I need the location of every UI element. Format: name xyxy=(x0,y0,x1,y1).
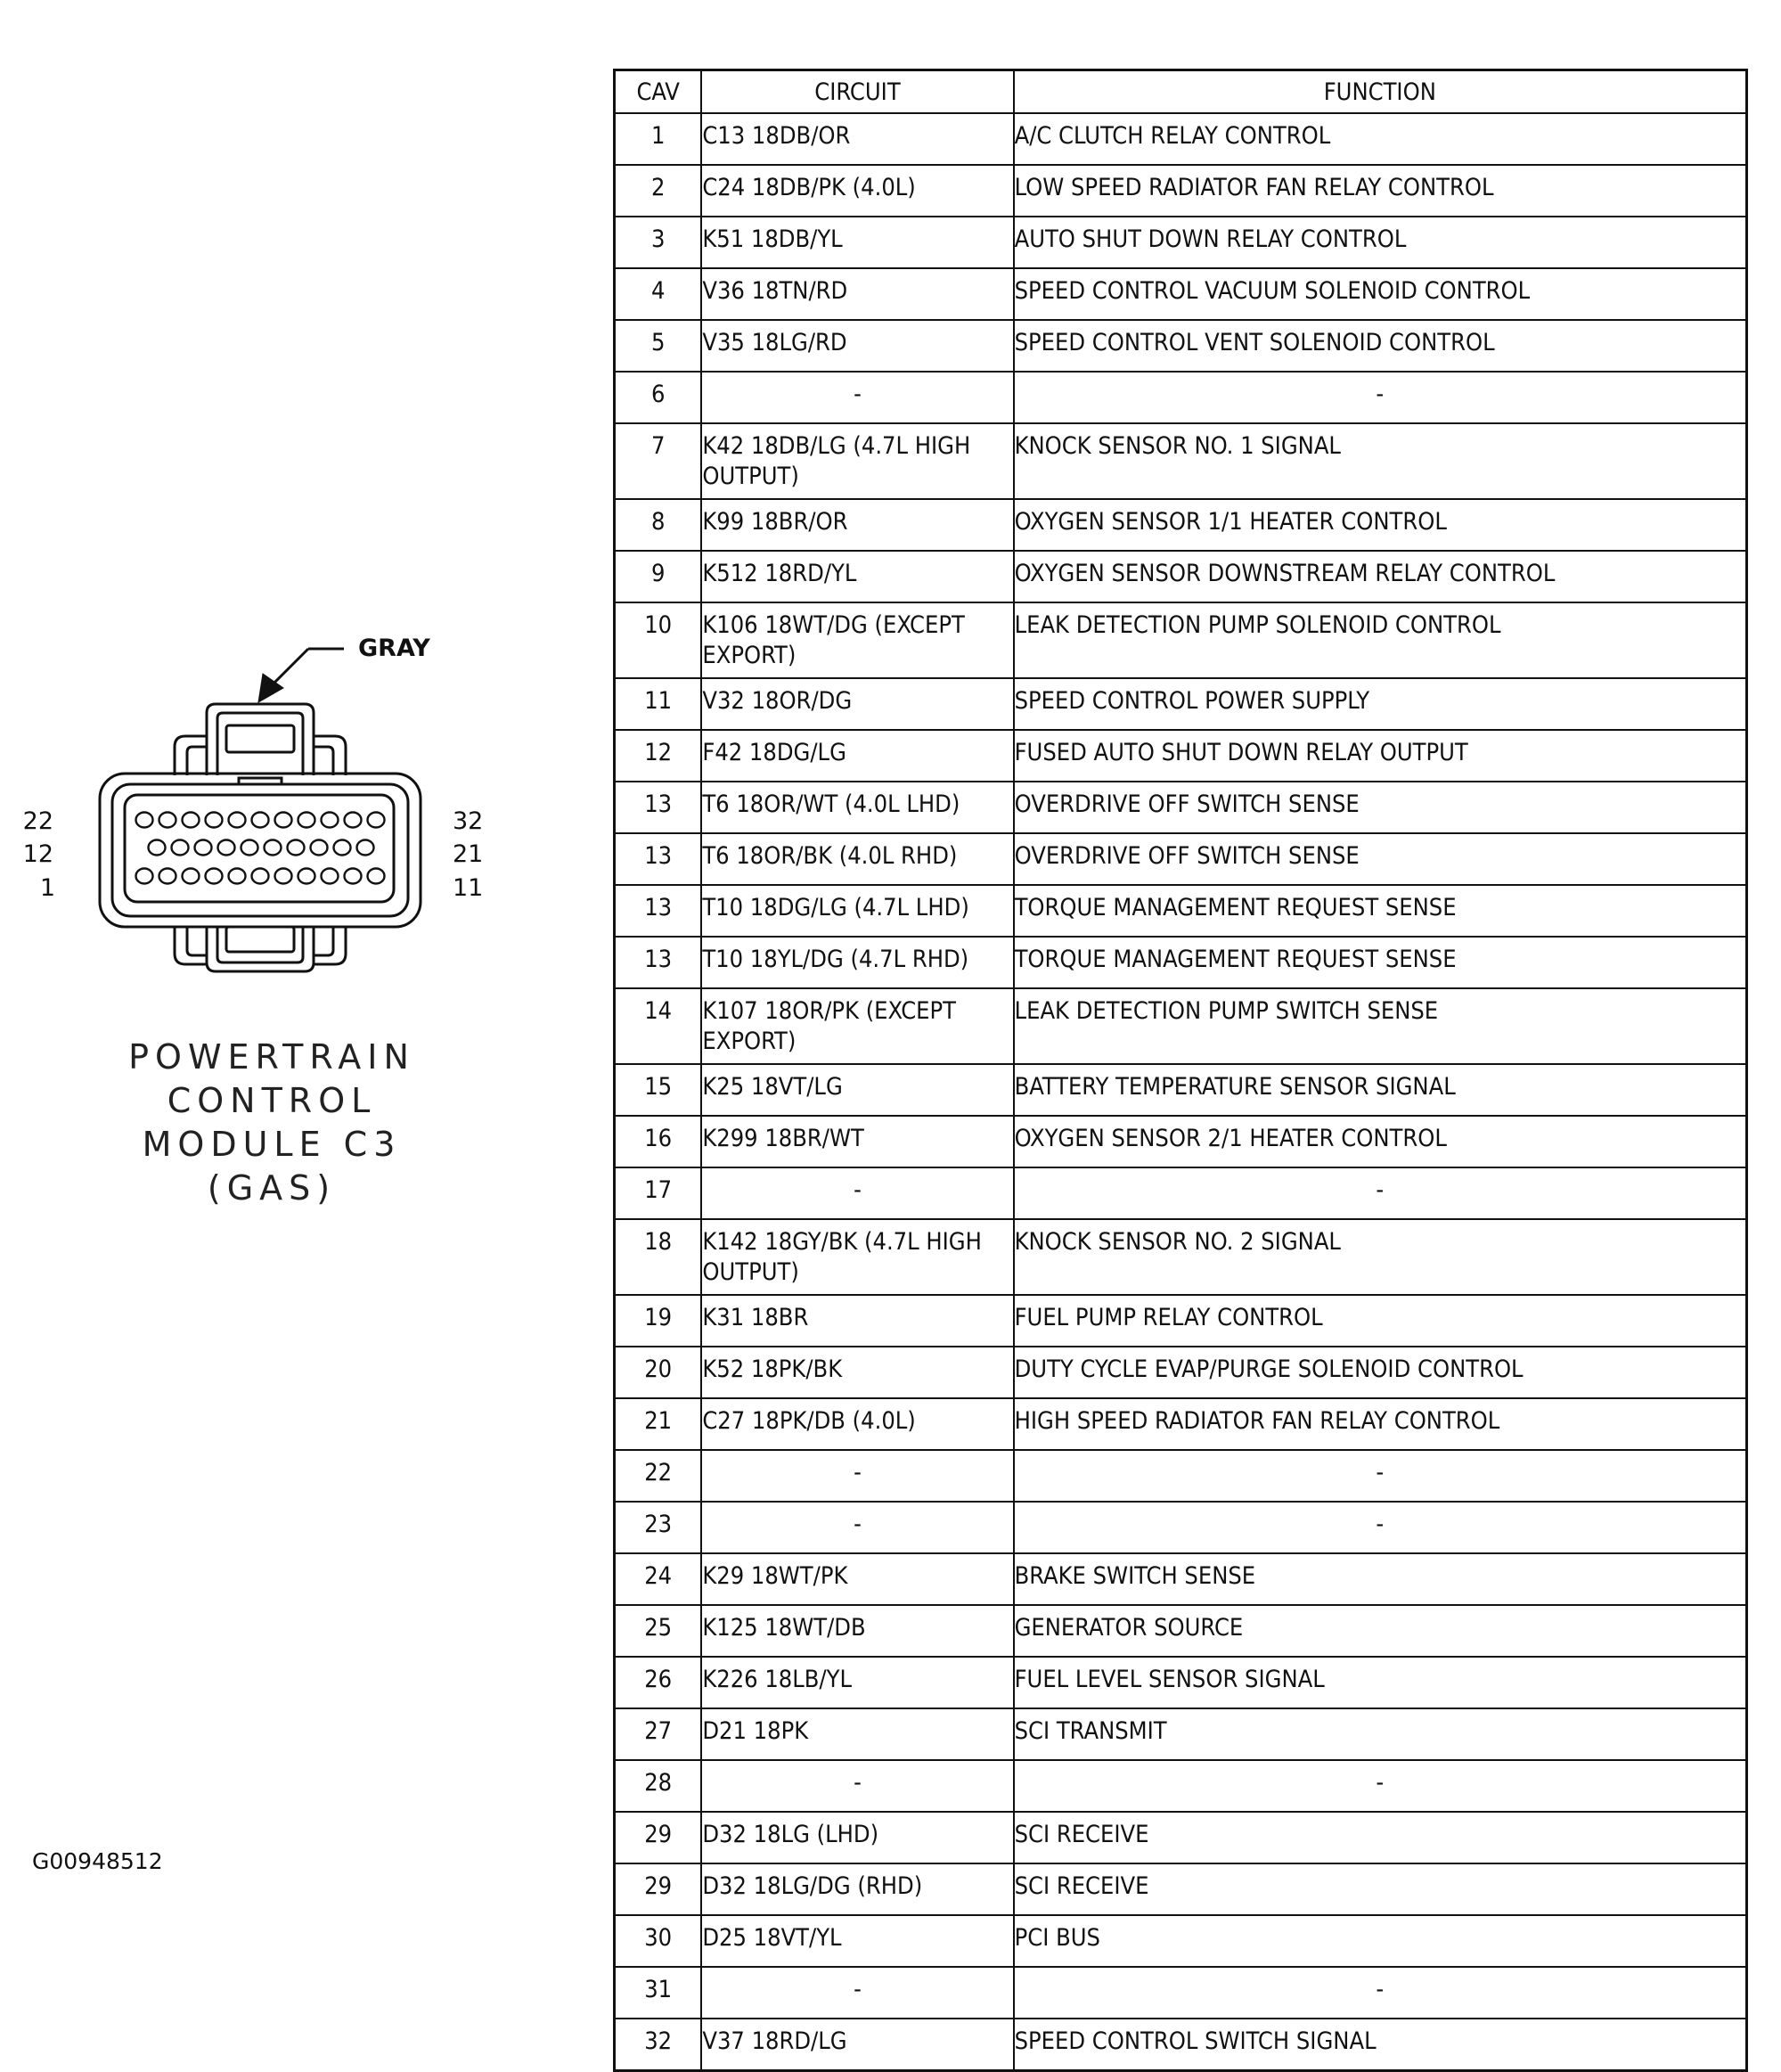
table-row xyxy=(615,988,1747,1064)
table-row xyxy=(615,217,1747,268)
cav-cell: 27 xyxy=(615,1708,702,1760)
function-cell: LEAK DETECTION PUMP SOLENOID CONTROL xyxy=(1014,602,1747,678)
function-cell: TORQUE MANAGEMENT REQUEST SENSE xyxy=(1014,885,1747,937)
table-row xyxy=(615,1553,1747,1605)
circuit-cell: K25 18VT/LG xyxy=(701,1064,1013,1116)
function-cell: OXYGEN SENSOR 2/1 HEATER CONTROL xyxy=(1014,1116,1747,1167)
cavity-ring xyxy=(345,813,362,828)
cav-cell: 13 xyxy=(615,833,702,885)
cav-cell: 16 xyxy=(615,1116,702,1167)
circuit-cell: V36 18TN/RD xyxy=(701,268,1013,320)
circuit-cell: D25 18VT/YL xyxy=(701,1915,1013,1967)
function-cell: - xyxy=(1014,1450,1747,1502)
pointer-arrow xyxy=(258,649,344,702)
circuit-cell: K142 18GY/BK (4.7L HIGH OUTPUT) xyxy=(701,1219,1013,1295)
cavity-ring xyxy=(229,869,246,884)
cav-cell: 20 xyxy=(615,1347,702,1398)
pin-label-row2-right: 21 xyxy=(453,840,484,868)
cavity-ring xyxy=(229,813,246,828)
table-row xyxy=(615,551,1747,602)
cavity-ring xyxy=(298,813,315,828)
table-row xyxy=(615,1116,1747,1167)
function-cell: OVERDRIVE OFF SWITCH SENSE xyxy=(1014,833,1747,885)
cav-cell: 10 xyxy=(615,602,702,678)
cavity-ring xyxy=(288,840,305,856)
cav-cell: 2 xyxy=(615,165,702,217)
table-row xyxy=(615,1760,1747,1812)
table-row xyxy=(615,320,1747,372)
circuit-cell: K29 18WT/PK xyxy=(701,1553,1013,1605)
function-cell: LOW SPEED RADIATOR FAN RELAY CONTROL xyxy=(1014,165,1747,217)
circuit-cell: K42 18DB/LG (4.7L HIGH OUTPUT) xyxy=(701,423,1013,499)
function-cell: SCI TRANSMIT xyxy=(1014,1708,1747,1760)
header-function: FUNCTION xyxy=(1014,70,1747,114)
cav-cell: 25 xyxy=(615,1605,702,1657)
cavity-ring xyxy=(357,840,374,856)
table-row xyxy=(615,2019,1747,2071)
cav-cell: 19 xyxy=(615,1295,702,1347)
cavity-ring xyxy=(218,840,235,856)
table-row xyxy=(615,782,1747,833)
function-cell: DUTY CYCLE EVAP/PURGE SOLENOID CONTROL xyxy=(1014,1347,1747,1398)
function-cell: A/C CLUTCH RELAY CONTROL xyxy=(1014,113,1747,165)
function-cell: SPEED CONTROL POWER SUPPLY xyxy=(1014,678,1747,730)
cav-cell: 12 xyxy=(615,730,702,782)
function-cell: LEAK DETECTION PUMP SWITCH SENSE xyxy=(1014,988,1747,1064)
cav-cell: 11 xyxy=(615,678,702,730)
function-cell: GENERATOR SOURCE xyxy=(1014,1605,1747,1657)
table-row xyxy=(615,1863,1747,1915)
cavity-ring xyxy=(311,840,328,856)
cav-cell: 22 xyxy=(615,1450,702,1502)
circuit-cell: T6 18OR/BK (4.0L RHD) xyxy=(701,833,1013,885)
circuit-cell: C13 18DB/OR xyxy=(701,113,1013,165)
function-cell: SCI RECEIVE xyxy=(1014,1812,1747,1863)
table-row xyxy=(615,165,1747,217)
cav-cell: 24 xyxy=(615,1553,702,1605)
function-cell: FUEL LEVEL SENSOR SIGNAL xyxy=(1014,1657,1747,1708)
pin-label-row3-right: 11 xyxy=(453,874,484,902)
cav-cell: 13 xyxy=(615,782,702,833)
cavity-ring xyxy=(159,869,176,884)
circuit-cell: K226 18LB/YL xyxy=(701,1657,1013,1708)
cavity-ring xyxy=(322,813,339,828)
module-title-line: (GAS) xyxy=(207,1168,337,1208)
table-row xyxy=(615,678,1747,730)
table-row xyxy=(615,833,1747,885)
cavity-ring xyxy=(136,813,153,828)
function-cell: - xyxy=(1014,1760,1747,1812)
function-cell: OVERDRIVE OFF SWITCH SENSE xyxy=(1014,782,1747,833)
table-row xyxy=(615,1347,1747,1398)
cavity-ring xyxy=(252,869,269,884)
cav-cell: 1 xyxy=(615,113,702,165)
module-title-line: POWERTRAIN xyxy=(128,1037,415,1077)
circuit-cell: - xyxy=(701,1760,1013,1812)
circuit-cell: V32 18OR/DG xyxy=(701,678,1013,730)
pin-label-row2-left: 12 xyxy=(22,840,53,868)
table-row xyxy=(615,1398,1747,1450)
function-cell: - xyxy=(1014,1167,1747,1219)
table-row xyxy=(615,1064,1747,1116)
cavity-ring xyxy=(206,869,223,884)
table-row xyxy=(615,423,1747,499)
cav-cell: 14 xyxy=(615,988,702,1064)
cav-cell: 32 xyxy=(615,2019,702,2071)
function-cell: OXYGEN SENSOR DOWNSTREAM RELAY CONTROL xyxy=(1014,551,1747,602)
cavity-ring xyxy=(298,869,315,884)
connector-diagram xyxy=(18,624,517,998)
circuit-cell: - xyxy=(701,1967,1013,2019)
table-row xyxy=(615,1167,1747,1219)
cavity-ring xyxy=(159,813,176,828)
cav-cell: 5 xyxy=(615,320,702,372)
cavity-ring xyxy=(195,840,212,856)
function-cell: - xyxy=(1014,1967,1747,2019)
circuit-cell: K125 18WT/DB xyxy=(701,1605,1013,1657)
cav-cell: 23 xyxy=(615,1502,702,1553)
cav-cell: 13 xyxy=(615,937,702,988)
cav-cell: 3 xyxy=(615,217,702,268)
connector-color-label: GRAY xyxy=(358,635,430,662)
cav-cell: 29 xyxy=(615,1863,702,1915)
table-row xyxy=(615,885,1747,937)
cavity-ring xyxy=(345,869,362,884)
header-cav: CAV xyxy=(615,70,702,114)
function-cell: SPEED CONTROL VACUUM SOLENOID CONTROL xyxy=(1014,268,1747,320)
circuit-cell: - xyxy=(701,372,1013,423)
function-cell: SPEED CONTROL SWITCH SIGNAL xyxy=(1014,2019,1747,2071)
table-row xyxy=(615,1915,1747,1967)
table-row xyxy=(615,1450,1747,1502)
cavity-ring xyxy=(252,813,269,828)
circuit-cell: D21 18PK xyxy=(701,1708,1013,1760)
cav-cell: 28 xyxy=(615,1760,702,1812)
module-title xyxy=(89,1036,454,1210)
circuit-cell: - xyxy=(701,1502,1013,1553)
cav-cell: 13 xyxy=(615,885,702,937)
cavity-ring xyxy=(241,840,258,856)
pin-label-row3-left: 1 xyxy=(39,874,55,902)
cavity-ring xyxy=(206,813,223,828)
module-title-line: CONTROL xyxy=(167,1081,377,1120)
cav-cell: 17 xyxy=(615,1167,702,1219)
cavity-ring xyxy=(265,840,282,856)
cav-cell: 8 xyxy=(615,499,702,551)
table-row xyxy=(615,1812,1747,1863)
circuit-cell: K52 18PK/BK xyxy=(701,1347,1013,1398)
circuit-cell: F42 18DG/LG xyxy=(701,730,1013,782)
table-row xyxy=(615,499,1747,551)
cavity-ring xyxy=(368,869,385,884)
table-row xyxy=(615,730,1747,782)
cav-cell: 7 xyxy=(615,423,702,499)
circuit-cell: D32 18LG/DG (RHD) xyxy=(701,1863,1013,1915)
circuit-cell: K99 18BR/OR xyxy=(701,499,1013,551)
function-cell: KNOCK SENSOR NO. 1 SIGNAL xyxy=(1014,423,1747,499)
cavity-ring xyxy=(368,813,385,828)
circuit-cell: K299 18BR/WT xyxy=(701,1116,1013,1167)
cav-cell: 31 xyxy=(615,1967,702,2019)
cavity-ring xyxy=(322,869,339,884)
circuit-cell: T10 18YL/DG (4.7L RHD) xyxy=(701,937,1013,988)
circuit-cell: - xyxy=(701,1450,1013,1502)
cav-cell: 30 xyxy=(615,1915,702,1967)
pin-label-row1-left: 22 xyxy=(22,807,53,835)
pin-function-table xyxy=(613,69,1748,2072)
cavity-ring xyxy=(275,869,292,884)
cav-cell: 18 xyxy=(615,1219,702,1295)
function-cell: TORQUE MANAGEMENT REQUEST SENSE xyxy=(1014,937,1747,988)
function-cell: SCI RECEIVE xyxy=(1014,1863,1747,1915)
table-row xyxy=(615,1605,1747,1657)
cav-cell: 6 xyxy=(615,372,702,423)
circuit-cell: C24 18DB/PK (4.0L) xyxy=(701,165,1013,217)
cavity-ring xyxy=(172,840,189,856)
table-row xyxy=(615,1295,1747,1347)
cav-cell: 29 xyxy=(615,1812,702,1863)
circuit-cell: T10 18DG/LG (4.7L LHD) xyxy=(701,885,1013,937)
function-cell: FUSED AUTO SHUT DOWN RELAY OUTPUT xyxy=(1014,730,1747,782)
table-row xyxy=(615,1219,1747,1295)
cavity-ring xyxy=(183,869,200,884)
circuit-cell: D32 18LG (LHD) xyxy=(701,1812,1013,1863)
header-circuit: CIRCUIT xyxy=(701,70,1013,114)
cav-cell: 9 xyxy=(615,551,702,602)
bottom-latch xyxy=(207,927,314,971)
function-cell: BATTERY TEMPERATURE SENSOR SIGNAL xyxy=(1014,1064,1747,1116)
table-row xyxy=(615,113,1747,165)
function-cell: SPEED CONTROL VENT SOLENOID CONTROL xyxy=(1014,320,1747,372)
cavity-pins xyxy=(136,813,385,884)
module-title-line: MODULE C3 xyxy=(142,1125,402,1164)
table-row xyxy=(615,1967,1747,2019)
table-row xyxy=(615,602,1747,678)
cav-cell: 21 xyxy=(615,1398,702,1450)
circuit-cell: K51 18DB/YL xyxy=(701,217,1013,268)
circuit-cell: K31 18BR xyxy=(701,1295,1013,1347)
cavity-ring xyxy=(136,869,153,884)
circuit-cell: - xyxy=(701,1167,1013,1219)
function-cell: AUTO SHUT DOWN RELAY CONTROL xyxy=(1014,217,1747,268)
cav-cell: 26 xyxy=(615,1657,702,1708)
circuit-cell: K107 18OR/PK (EXCEPT EXPORT) xyxy=(701,988,1013,1064)
function-cell: FUEL PUMP RELAY CONTROL xyxy=(1014,1295,1747,1347)
table-row xyxy=(615,372,1747,423)
circuit-cell: T6 18OR/WT (4.0L LHD) xyxy=(701,782,1013,833)
pin-label-row1-right: 32 xyxy=(453,807,484,835)
circuit-cell: V35 18LG/RD xyxy=(701,320,1013,372)
cavity-ring xyxy=(183,813,200,828)
function-cell: BRAKE SWITCH SENSE xyxy=(1014,1553,1747,1605)
table-row xyxy=(615,1502,1747,1553)
function-cell: PCI BUS xyxy=(1014,1915,1747,1967)
cavity-ring xyxy=(334,840,351,856)
function-cell: - xyxy=(1014,1502,1747,1553)
table-row xyxy=(615,268,1747,320)
table-row xyxy=(615,1657,1747,1708)
table-row xyxy=(615,1708,1747,1760)
table-row xyxy=(615,937,1747,988)
function-cell: - xyxy=(1014,372,1747,423)
circuit-cell: C27 18PK/DB (4.0L) xyxy=(701,1398,1013,1450)
cav-cell: 15 xyxy=(615,1064,702,1116)
function-cell: OXYGEN SENSOR 1/1 HEATER CONTROL xyxy=(1014,499,1747,551)
function-cell: KNOCK SENSOR NO. 2 SIGNAL xyxy=(1014,1219,1747,1295)
table-header-row xyxy=(615,70,1747,114)
figure-id: G00948512 xyxy=(32,1848,163,1874)
cav-cell: 4 xyxy=(615,268,702,320)
cavity-ring xyxy=(275,813,292,828)
function-cell: HIGH SPEED RADIATOR FAN RELAY CONTROL xyxy=(1014,1398,1747,1450)
circuit-cell: V37 18RD/LG xyxy=(701,2019,1013,2071)
circuit-cell: K512 18RD/YL xyxy=(701,551,1013,602)
circuit-cell: K106 18WT/DG (EXCEPT EXPORT) xyxy=(701,602,1013,678)
cavity-ring xyxy=(149,840,166,856)
top-latch xyxy=(207,704,314,775)
